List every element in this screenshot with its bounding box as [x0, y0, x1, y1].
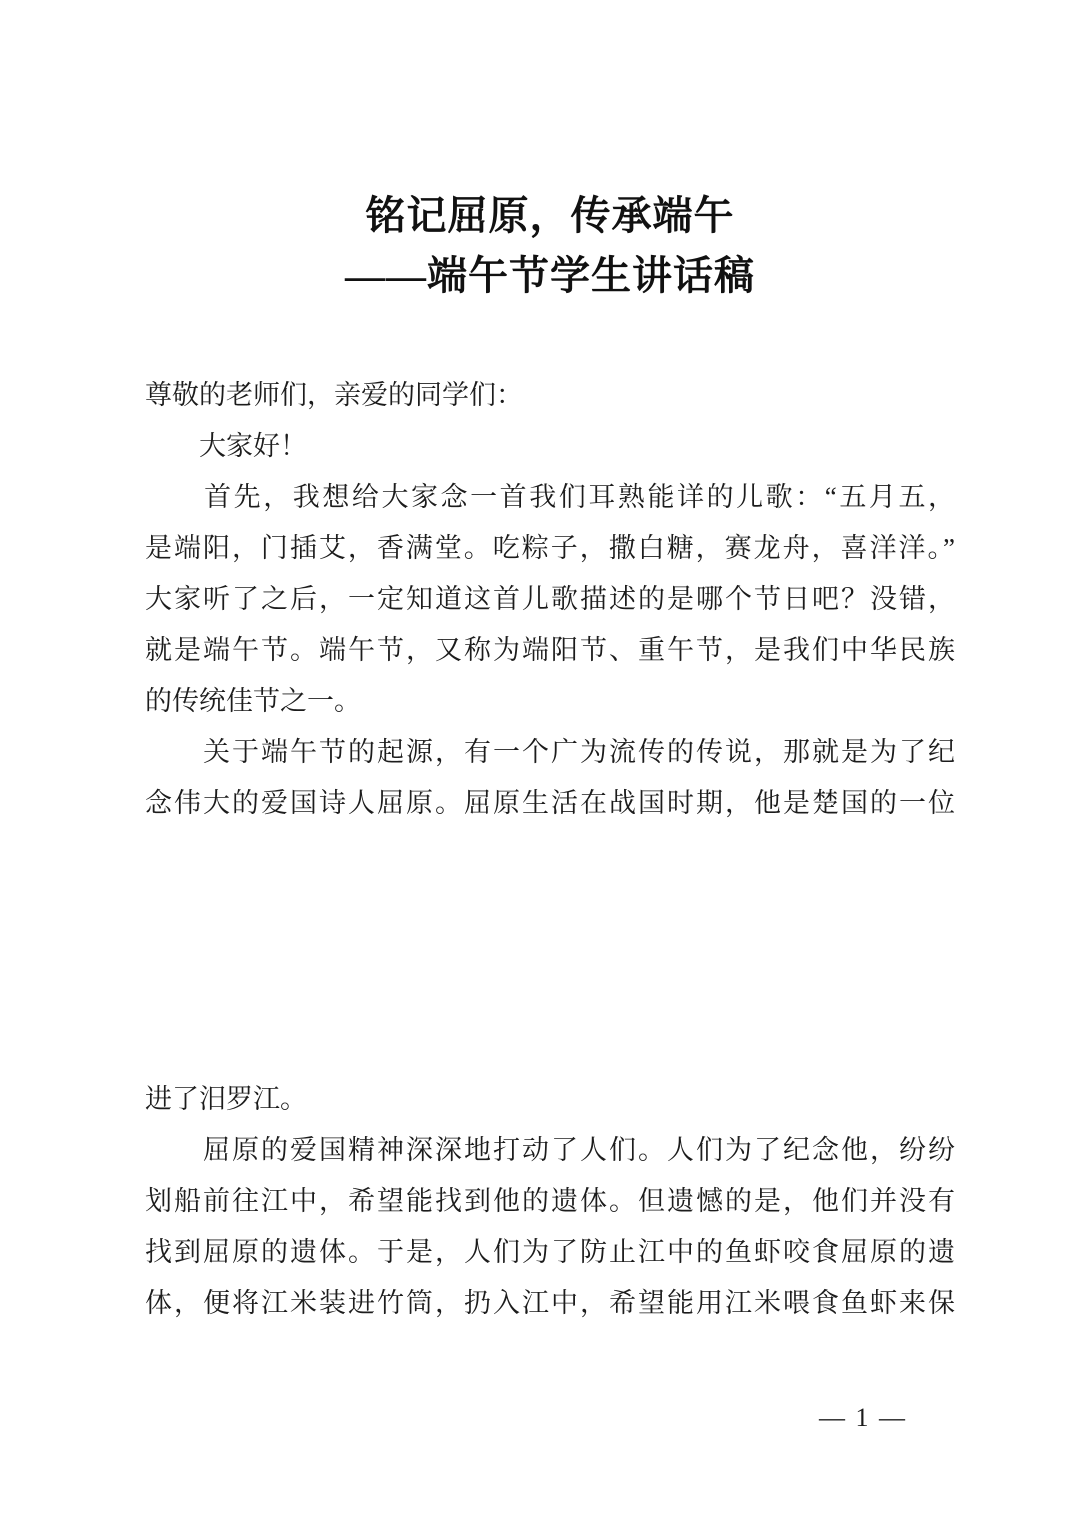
document-title — [145, 0, 955, 306]
text-line: 就是端午节。端午节，又称为端阳节、重午节，是我们中华民族 — [145, 635, 955, 665]
blank-gap — [145, 829, 955, 1074]
greeting — [145, 421, 955, 472]
text-line: 找到屈原的遗体。于是，人们为了防止江中的鱼虾咬食屈原的遗 — [145, 1237, 955, 1267]
text-line: 是端阳，门插艾，香满堂。吃粽子，撒白糖，赛龙舟，喜洋洋。” — [145, 533, 955, 563]
body-section-2 — [145, 1074, 955, 1329]
text-line: 大家听了之后，一定知道这首儿歌描述的是哪个节日吧？没错， — [145, 584, 955, 614]
title-line-1: 铭记屈原，传承端午 — [365, 193, 735, 238]
text-line: 首先，我想给大家念一首我们耳熟能详的儿歌：“五月五， — [145, 482, 955, 512]
text-line: 的传统佳节之一。 — [145, 686, 361, 716]
paragraph-origin-legend — [145, 727, 955, 829]
body-section-1 — [145, 370, 955, 829]
title-line-2: ——端午节学生讲话稿 — [345, 253, 755, 298]
text-line: 体，便将江米装进竹筒，扔入江中，希望能用江米喂食鱼虾来保 — [145, 1288, 955, 1318]
text-line: 进了汨罗江。 — [145, 1084, 307, 1114]
text-line: 大家好！ — [145, 431, 307, 461]
text-line: 念伟大的爱国诗人屈原。屈原生活在战国时期，他是楚国的一位 — [145, 788, 955, 818]
text-line: 尊敬的老师们，亲爱的同学们： — [145, 380, 523, 410]
text-line: 屈原的爱国精神深深地打动了人们。人们为了纪念他，纷纷 — [145, 1135, 955, 1165]
text-line: 划船前往江中，希望能找到他的遗体。但遗憾的是，他们并没有 — [145, 1186, 955, 1216]
paragraph-commemoration — [145, 1125, 955, 1329]
document-body — [145, 370, 955, 1329]
paragraph-nursery-rhyme — [145, 472, 955, 727]
salutation — [145, 370, 955, 421]
text-line: 关于端午节的起源，有一个广为流传的传说，那就是为了纪 — [145, 737, 955, 767]
paragraph-fragment-miluo-river — [145, 1074, 955, 1125]
page-number: — 1 — — [819, 1403, 907, 1432]
